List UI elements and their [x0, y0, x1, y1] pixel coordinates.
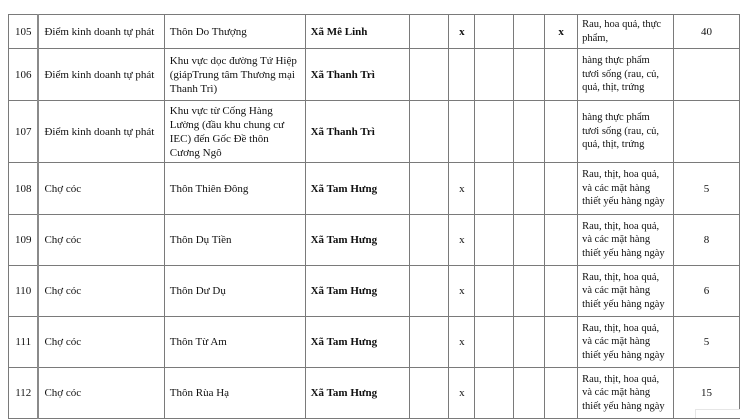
goods-description: hàng thực phẩm tươi sống (rau, củ, quả, thịt, trứng [578, 49, 674, 101]
table-row [9, 317, 740, 368]
mark-col-1 [410, 317, 449, 368]
mark-col-4 [514, 163, 545, 215]
mark-col-2 [449, 101, 475, 163]
market-type: Điểm kinh doanh tự phát [38, 15, 164, 49]
mark-col-2: x [449, 266, 475, 317]
market-type: Điểm kinh doanh tự phát [38, 101, 164, 163]
corner-overlay [695, 409, 740, 418]
mark-col-2: x [449, 15, 475, 49]
market-type: Chợ cóc [38, 215, 164, 266]
row-number: 106 [9, 49, 39, 101]
row-number: 112 [9, 368, 39, 419]
row-number: 108 [9, 163, 39, 215]
table-row [9, 368, 740, 419]
commune: Xã Mê Linh [305, 15, 410, 49]
mark-col-1 [410, 15, 449, 49]
mark-col-5 [545, 163, 578, 215]
mark-col-1 [410, 101, 449, 163]
table-row [9, 101, 740, 163]
mark-col-4 [514, 49, 545, 101]
mark-col-5 [545, 317, 578, 368]
quantity [674, 49, 740, 101]
mark-col-3 [475, 15, 514, 49]
market-type: Chợ cóc [38, 368, 164, 419]
mark-col-5 [545, 101, 578, 163]
row-number: 111 [9, 317, 39, 368]
goods-description: Rau, thịt, hoa quả, và các mặt hàng thiết yếu hàng ngày [578, 368, 674, 419]
row-number: 105 [9, 15, 39, 49]
commune: Xã Thanh Trì [305, 49, 410, 101]
market-location: Thôn Dụ Tiền [164, 215, 305, 266]
mark-col-1 [410, 266, 449, 317]
mark-col-1 [410, 215, 449, 266]
market-type: Điểm kinh doanh tự phát [38, 49, 164, 101]
table-row [9, 15, 740, 49]
goods-description: hàng thực phẩm tươi sống (rau, củ, quả, thịt, trứng [578, 101, 674, 163]
commune: Xã Tam Hưng [305, 368, 410, 419]
mark-col-5 [545, 266, 578, 317]
mark-col-5 [545, 215, 578, 266]
row-number: 109 [9, 215, 39, 266]
mark-col-4 [514, 317, 545, 368]
quantity: 8 [674, 215, 740, 266]
mark-col-3 [475, 163, 514, 215]
mark-col-3 [475, 101, 514, 163]
goods-description: Rau, thịt, hoa quả, và các mặt hàng thiết yếu hàng ngày [578, 163, 674, 215]
table-row [9, 163, 740, 215]
quantity [674, 101, 740, 163]
market-type: Chợ cóc [38, 317, 164, 368]
row-number: 110 [9, 266, 39, 317]
mark-col-2 [449, 49, 475, 101]
mark-col-2: x [449, 163, 475, 215]
market-location: Thôn Từ Am [164, 317, 305, 368]
mark-col-1 [410, 368, 449, 419]
mark-col-5 [545, 49, 578, 101]
commune: Xã Tam Hưng [305, 215, 410, 266]
mark-col-1 [410, 49, 449, 101]
mark-col-2: x [449, 317, 475, 368]
table-row [9, 215, 740, 266]
mark-col-5: x [545, 15, 578, 49]
mark-col-2: x [449, 215, 475, 266]
goods-description: Rau, hoa quả, thực phẩm, [578, 15, 674, 49]
mark-col-3 [475, 317, 514, 368]
commune: Xã Tam Hưng [305, 317, 410, 368]
commune: Xã Tam Hưng [305, 266, 410, 317]
mark-col-1 [410, 163, 449, 215]
goods-description: Rau, thịt, hoa quả, và các mặt hàng thiết yếu hàng ngày [578, 266, 674, 317]
quantity: 15 [674, 368, 740, 419]
mark-col-4 [514, 368, 545, 419]
market-type: Chợ cóc [38, 163, 164, 215]
goods-description: Rau, thịt, hoa quả, và các mặt hàng thiết yếu hàng ngày [578, 317, 674, 368]
quantity: 6 [674, 266, 740, 317]
market-type: Chợ cóc [38, 266, 164, 317]
mark-col-2: x [449, 368, 475, 419]
market-list-table [8, 14, 740, 419]
market-location: Thôn Dư Dụ [164, 266, 305, 317]
commune: Xã Tam Hưng [305, 163, 410, 215]
market-location: Thôn Rùa Hạ [164, 368, 305, 419]
table-row [9, 49, 740, 101]
mark-col-3 [475, 368, 514, 419]
market-location: Khu vực dọc đường Tứ Hiệp (giápTrung tâm Thương mại Thanh Trì) [164, 49, 305, 101]
commune: Xã Thanh Trì [305, 101, 410, 163]
quantity: 5 [674, 163, 740, 215]
mark-col-4 [514, 215, 545, 266]
quantity: 40 [674, 15, 740, 49]
market-location: Thôn Thiên Đông [164, 163, 305, 215]
mark-col-5 [545, 368, 578, 419]
table-row [9, 266, 740, 317]
mark-col-3 [475, 215, 514, 266]
row-number: 107 [9, 101, 39, 163]
mark-col-4 [514, 15, 545, 49]
market-location: Khu vực từ Cống Hàng Lường (đầu khu chung cư IEC) đến Gốc Đề thôn Cương Ngô [164, 101, 305, 163]
quantity: 5 [674, 317, 740, 368]
mark-col-3 [475, 266, 514, 317]
goods-description: Rau, thịt, hoa quả, và các mặt hàng thiết yếu hàng ngày [578, 215, 674, 266]
market-location: Thôn Do Thượng [164, 15, 305, 49]
mark-col-4 [514, 266, 545, 317]
mark-col-3 [475, 49, 514, 101]
mark-col-4 [514, 101, 545, 163]
